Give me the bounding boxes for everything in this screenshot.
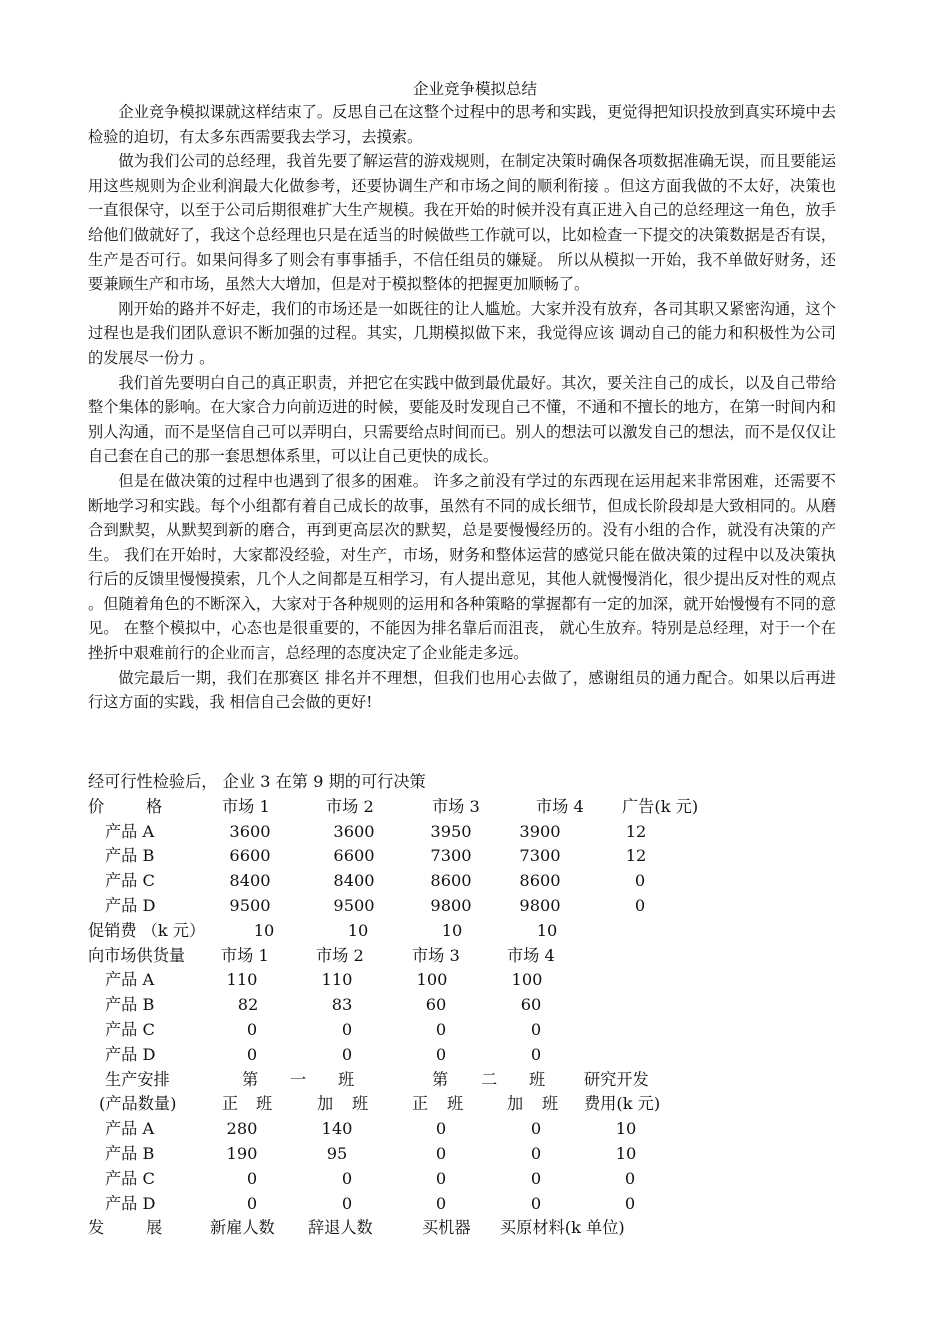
cell: 6600: [333, 846, 375, 866]
header-cell: 二: [481, 1069, 498, 1089]
header-cell: 班: [529, 1069, 546, 1089]
header-cell: 市场 1: [221, 945, 269, 965]
cell: 8400: [333, 871, 375, 891]
cell: 0: [246, 1193, 258, 1213]
production-row: [88, 1142, 848, 1167]
header-cell: 买机器: [422, 1218, 471, 1238]
header-cell: 费用(k 元): [584, 1094, 661, 1114]
cell: 0: [634, 871, 646, 891]
header-cell: 班: [542, 1094, 559, 1114]
cell: 82: [237, 995, 259, 1015]
decision-table: [88, 770, 848, 1241]
cell: 100: [416, 970, 448, 990]
row-label: 产品 C: [105, 1019, 155, 1039]
production-row: [88, 1192, 848, 1217]
production-subheader-row: [88, 1092, 848, 1117]
supply-header-row: [88, 944, 848, 969]
paragraph: 刚开始的路并不好走，我们的市场还是一如既往的让人尴尬。大家并没有放弃，各司其职又紧密沟通，这个过程也是我们团队意识不断加强的过程。其实，几期模拟做下来，我觉得应该 调动自己的能力和积极性为公司的发展尽一份力 。: [88, 299, 836, 367]
paragraph: 我们首先要明白自己的真正职责，并把它在实践中做到最优最好。其次，要关注自己的成长，以及自己带给整个集体的影响。在大家合力向前迈进的时候，要能及时发现自己不懂，不通和不擅长的地方，在第一时间内和别人沟通，而不是坚信自己可以弄明白，只需要给点时间而已。别人的想法可以激发自己的想法，而不是仅仅让自己套在自己的那一套思想体系里，可以让自己更快的成长。: [88, 373, 836, 466]
header-cell: 市场 4: [507, 945, 555, 965]
header-cell: 正: [412, 1094, 429, 1114]
cell: 0: [435, 1044, 447, 1064]
cell: 7300: [519, 846, 561, 866]
cell: 0: [624, 1193, 636, 1213]
decision-heading: [88, 770, 848, 795]
development-header-row: [88, 1216, 848, 1241]
cell: 9500: [333, 895, 375, 915]
price-header-row: [88, 795, 848, 820]
cell: 0: [246, 1019, 258, 1039]
header-cell: 市场 1: [222, 796, 270, 816]
cell: 110: [226, 970, 258, 990]
row-label: 产品 C: [105, 871, 155, 891]
price-row: [88, 820, 848, 845]
cell: 8600: [519, 871, 561, 891]
cell: 0: [246, 1044, 258, 1064]
cell: 0: [341, 1168, 353, 1188]
header-cell: 市场 4: [536, 796, 584, 816]
cell: 0: [530, 1143, 542, 1163]
document-title: 企业竞争模拟总结: [412, 80, 537, 98]
production-row: [88, 1117, 848, 1142]
row-label: 产品 D: [105, 1044, 156, 1064]
header-cell: 发: [88, 1218, 105, 1238]
header-cell: 市场 2: [326, 796, 374, 816]
header-cell: 市场 2: [316, 945, 364, 965]
header-cell: 买原材料(k 单位): [500, 1218, 625, 1238]
header-cell: 班: [338, 1069, 355, 1089]
price-row: [88, 844, 848, 869]
cell: 0: [435, 1019, 447, 1039]
supply-row: [88, 993, 848, 1018]
row-label: 产品 A: [105, 970, 155, 990]
header-cell: 第: [432, 1069, 449, 1089]
cell: 10: [615, 1119, 637, 1139]
row-label: 产品 B: [105, 995, 155, 1015]
cell: 60: [425, 995, 447, 1015]
header-cell: 市场 3: [432, 796, 480, 816]
header-cell: 向市场供货量: [88, 945, 186, 965]
price-row: [88, 894, 848, 919]
cell: 10: [441, 920, 463, 940]
cell: 110: [321, 970, 353, 990]
cell: 0: [341, 1193, 353, 1213]
cell: 3600: [229, 821, 271, 841]
cell: 10: [536, 920, 558, 940]
cell: 0: [341, 1019, 353, 1039]
cell: 9500: [229, 895, 271, 915]
cell: 60: [520, 995, 542, 1015]
header-cell: 价: [88, 796, 105, 816]
supply-row: [88, 1043, 848, 1068]
cell: 0: [624, 1168, 636, 1188]
header-cell: 正: [222, 1094, 239, 1114]
row-label: 产品 C: [105, 1168, 155, 1188]
cell: 0: [530, 1193, 542, 1213]
paragraph: 做为我们公司的总经理，我首先要了解运营的游戏规则，在制定决策时确保各项数据准确无误，而且要能运用这些规则为企业利润最大化做参考，还要协调生产和市场之间的顺利衔接 。但这方面我做的不太好，决策也一直很保守，以至于公司后期很难扩大生产规模。我在开始的时候并没有真正进入自己的总经理这一角色，放手给他们做就好了，我这个总经理也只是在适当的时候做些工作就可以，比如检查一下提交的决策数据是否有误，生产是否可行。如果问得多了则会有事事插手，不信任组员的嫌疑。 所以从模拟一开始，我不单做好财务，还要兼顾生产和市场，虽然大大增加，但是对于模拟整体的把握更加顺畅了。: [88, 152, 836, 294]
cell: 3950: [430, 821, 472, 841]
cell: 0: [634, 895, 646, 915]
header-cell: 加: [507, 1094, 524, 1114]
header-cell: 格: [146, 796, 163, 816]
header-cell: 班: [256, 1094, 273, 1114]
cell: 140: [321, 1119, 353, 1139]
header-cell: 生产安排: [105, 1069, 170, 1089]
row-label: 产品 D: [105, 895, 156, 915]
cell: 6600: [229, 846, 271, 866]
header-cell: 新雇人数: [210, 1218, 275, 1238]
row-label: 促销费 （k 元）: [88, 920, 206, 940]
cell: 9800: [430, 895, 472, 915]
cell: 0: [435, 1119, 447, 1139]
header-cell: 第: [242, 1069, 259, 1089]
cell: 12: [625, 821, 647, 841]
paragraph: 做完最后一期，我们在那赛区 排名并不理想，但我们也用心去做了，感谢组员的通力配合。如果以后再进行这方面的实践，我 相信自己会做的更好!: [88, 668, 836, 712]
header-cell: 一: [290, 1069, 307, 1089]
cell: 0: [246, 1168, 258, 1188]
production-header-row: [88, 1068, 848, 1093]
cell: 100: [511, 970, 543, 990]
header-cell: 班: [352, 1094, 369, 1114]
header-cell: (产品数量): [99, 1094, 177, 1114]
cell: 7300: [430, 846, 472, 866]
row-label: 产品 A: [105, 1119, 155, 1139]
header-cell: 研究开发: [584, 1069, 649, 1089]
cell: 9800: [519, 895, 561, 915]
price-row: [88, 869, 848, 894]
supply-row: [88, 968, 848, 993]
production-row: [88, 1167, 848, 1192]
cell: 10: [253, 920, 275, 940]
cell: 190: [226, 1143, 258, 1163]
essay-body: [88, 100, 836, 715]
row-label: 产品 A: [105, 821, 155, 841]
cell: 10: [347, 920, 369, 940]
header-cell: 广告(k 元): [622, 796, 699, 816]
cell: 3900: [519, 821, 561, 841]
cell: 0: [530, 1044, 542, 1064]
cell: 0: [530, 1019, 542, 1039]
cell: 0: [530, 1119, 542, 1139]
supply-row: [88, 1018, 848, 1043]
paragraph: 但是在做决策的过程中也遇到了很多的困难。 许多之前没有学过的东西现在运用起来非常困难，还需要不断地学习和实践。每个小组都有着自己成长的故事，虽然有不同的成长细节，但成长阶段却是大致相同的。从磨合到默契，从默契到新的磨合，再到更高层次的默契，总是要慢慢经历的。没有小组的合作，就没有决策的产生。 我们在开始时，大家都没经验，对生产，市场，财务和整体运营的感觉只能在做决策的过程中以及决策执行后的反馈里慢慢摸索，几个人之间都是互相学习，有人提出意见，其他人就慢慢消化，很少提出反对性的观点 。但随着角色的不断深入，大家对于各种规则的运用和各种策略的掌握都有一定的加深，就开始慢慢有不同的意见。 在整个模拟中，心态也是很重要的，不能因为排名靠后而沮丧， 就心生放弃。特别是总经理，对于一个在挫折中艰难前行的企业而言，总经理的态度决定了企业能走多远。: [88, 471, 836, 663]
cell: 12: [625, 846, 647, 866]
cell: 0: [435, 1168, 447, 1188]
header-cell: 班: [447, 1094, 464, 1114]
cell: 8600: [430, 871, 472, 891]
cell: 10: [615, 1143, 637, 1163]
header-cell: 市场 3: [412, 945, 460, 965]
header-cell: 辞退人数: [308, 1218, 373, 1238]
cell: 83: [331, 995, 353, 1015]
cell: 280: [226, 1119, 258, 1139]
cell: 8400: [229, 871, 271, 891]
paragraph: 企业竞争模拟课就这样结束了。反思自己在这整个过程中的思考和实践，更觉得把知识投放到真实环境中去检验的迫切，有太多东西需要我去学习，去摸索。: [88, 103, 836, 146]
header-cell: 展: [146, 1218, 163, 1238]
cell: 0: [530, 1168, 542, 1188]
cell: 0: [435, 1193, 447, 1213]
cell: 0: [435, 1143, 447, 1163]
header-cell: 加: [317, 1094, 334, 1114]
row-label: 产品 B: [105, 846, 155, 866]
cell: 3600: [333, 821, 375, 841]
promo-row: [88, 919, 848, 944]
row-label: 产品 B: [105, 1143, 155, 1163]
decision-heading-text: 经可行性检验后， 企业 3 在第 9 期的可行决策: [88, 772, 426, 791]
row-label: 产品 D: [105, 1193, 156, 1213]
cell: 0: [341, 1044, 353, 1064]
cell: 95: [326, 1143, 348, 1163]
